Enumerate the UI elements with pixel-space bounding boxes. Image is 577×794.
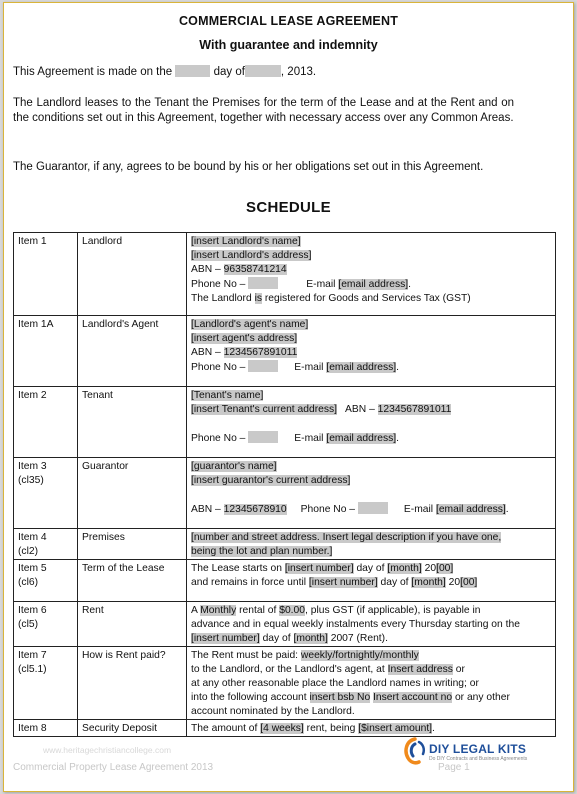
- table-row: [14, 602, 556, 647]
- schedule-table: [13, 232, 556, 737]
- logo-tagline: Do DIY Contracts and Business Agreements: [429, 756, 528, 762]
- item-label: Guarantor: [78, 458, 187, 529]
- item-number: Item 5 (cl6): [14, 560, 78, 602]
- account-number-field[interactable]: Insert account no: [373, 692, 453, 703]
- start-month-field[interactable]: [month]: [387, 563, 422, 574]
- item-label: Tenant: [78, 387, 187, 458]
- guarantor-address-field[interactable]: [insert guarantor's current address]: [191, 475, 351, 486]
- item-detail: [Landlord's agent's name] [insert agent's address] ABN – 1234567891011 Phone No – E-mail [email address].: [187, 316, 556, 387]
- date-day-blank[interactable]: [175, 65, 210, 77]
- tenant-name-field[interactable]: [Tenant's name]: [191, 390, 264, 401]
- landlord-phone-field[interactable]: [248, 277, 278, 289]
- guarantor-paragraph: The Guarantor, if any, agrees to be bound by his or her obligations set out in this Agreement.: [13, 161, 484, 173]
- guarantor-name-field[interactable]: [guarantor's name]: [191, 461, 277, 472]
- premises-field[interactable]: [number and street address. Insert legal description if you have one,: [191, 532, 502, 543]
- end-year-field[interactable]: [00]: [460, 577, 478, 588]
- item-label: Term of the Lease: [78, 560, 187, 602]
- item-number: Item 8: [14, 720, 78, 737]
- landlord-name-field[interactable]: [insert Landlord's name]: [191, 236, 301, 247]
- rent-start-day-field[interactable]: [insert number]: [191, 633, 260, 644]
- agent-abn-field[interactable]: 1234567891011: [223, 347, 298, 358]
- end-day-field[interactable]: [insert number]: [308, 577, 378, 588]
- diy-legal-kits-logo: [402, 736, 562, 768]
- premises-field-cont[interactable]: being the lot and plan number.]: [191, 546, 333, 557]
- item-detail: A Monthly rental of $0.00, plus GST (if applicable), is payable in advance and in equal weekly instalments every Thursday starting on the [insert number] day of [month] 2007 (Rent).: [187, 602, 556, 647]
- intro-paragraph: This Agreement is made on the day of , 2013.: [13, 66, 317, 78]
- footer-page-number: Page 1: [438, 762, 470, 773]
- tenant-phone-field[interactable]: [248, 431, 278, 443]
- document-title: COMMERCIAL LEASE AGREEMENT: [178, 14, 399, 28]
- tenant-abn-field[interactable]: 1234567891011: [377, 404, 452, 415]
- item-number: Item 2: [14, 387, 78, 458]
- table-row: [14, 720, 556, 737]
- schedule-heading: SCHEDULE: [246, 199, 331, 216]
- item-number: Item 3 (cl35): [14, 458, 78, 529]
- gst-status-field[interactable]: is: [254, 293, 262, 304]
- agent-email-field[interactable]: [email address]: [326, 362, 397, 373]
- item-detail: The Lease starts on [insert number] day of [month] 20[00] and remains in force until [insert number] day of [month] 20[00]: [187, 560, 556, 602]
- table-row: [14, 387, 556, 458]
- guarantor-abn-field[interactable]: 12345678910: [223, 504, 287, 515]
- agent-name-field[interactable]: [Landlord's agent's name]: [191, 319, 309, 330]
- item-detail: [insert Landlord's name] [insert Landlord's address] ABN – 96358741214 Phone No – E-mail [email address]. The Landlord is registered for Goods and Services Tax (GST): [187, 233, 556, 316]
- rent-start-month-field[interactable]: [month]: [293, 633, 328, 644]
- footer-document-name: Commercial Property Lease Agreement 2013: [13, 762, 214, 773]
- item-number: Item 4 (cl2): [14, 529, 78, 560]
- start-year-field[interactable]: [00]: [436, 563, 454, 574]
- item-detail: [Tenant's name] [insert Tenant's current address] ABN – 1234567891011 Phone No – E-mail [email address].: [187, 387, 556, 458]
- item-number: Item 1: [14, 233, 78, 316]
- rent-frequency-field[interactable]: Monthly: [200, 605, 237, 616]
- item-number: Item 6 (cl5): [14, 602, 78, 647]
- payment-address-field[interactable]: Insert address: [387, 664, 453, 675]
- item-detail: The Rent must be paid: weekly/fortnightly/monthly to the Landlord, or the Landlord's agent, at Insert address or at any other reasonable place the Landlord names in writing; or into the following account insert bsb No Insert account no or any other account nominated by the Landlord.: [187, 647, 556, 720]
- item-label: Landlord: [78, 233, 187, 316]
- item-label: Rent: [78, 602, 187, 647]
- landlord-abn-field[interactable]: 96358741214: [223, 264, 287, 275]
- watermark: www.heritagechristiancollege.com: [43, 745, 172, 755]
- deposit-weeks-field[interactable]: [4 weeks]: [260, 723, 304, 734]
- date-month-blank[interactable]: [245, 65, 281, 77]
- item-label: Security Deposit: [78, 720, 187, 737]
- tenant-email-field[interactable]: [email address]: [326, 433, 397, 444]
- item-number: Item 1A: [14, 316, 78, 387]
- logo-text: DIY LEGAL KITS: [429, 742, 527, 756]
- guarantor-phone-field[interactable]: [358, 502, 388, 514]
- table-row: [14, 647, 556, 720]
- guarantor-email-field[interactable]: [email address]: [435, 504, 506, 515]
- item-detail: [187, 529, 556, 560]
- lease-paragraph: The Landlord leases to the Tenant the Premises for the term of the Lease and at the Rent and on the conditions set out in this Agreement, together with necessary access over any Common Areas.: [13, 97, 514, 124]
- table-row: [14, 529, 556, 560]
- item-label: Landlord's Agent: [78, 316, 187, 387]
- landlord-address-field[interactable]: [insert Landlord's address]: [191, 250, 312, 261]
- start-day-field[interactable]: [insert number]: [284, 563, 354, 574]
- item-label: How is Rent paid?: [78, 647, 187, 720]
- item-detail: [guarantor's name] [insert guarantor's current address] ABN – 12345678910 Phone No – E-mail [email address].: [187, 458, 556, 529]
- bsb-field[interactable]: insert bsb No: [309, 692, 371, 703]
- agent-address-field[interactable]: [insert agent's address]: [191, 333, 298, 344]
- table-row: [14, 233, 556, 316]
- document-page: [3, 2, 574, 792]
- item-label: Premises: [78, 529, 187, 560]
- tenant-address-field[interactable]: [insert Tenant's current address]: [191, 404, 338, 415]
- logo-swirl-icon: [402, 736, 428, 766]
- document-subtitle: With guarantee and indemnity: [199, 38, 378, 52]
- table-row: [14, 560, 556, 602]
- landlord-email-field[interactable]: [email address]: [338, 279, 409, 290]
- item-detail: The amount of [4 weeks] rent, being [$insert amount].: [187, 720, 556, 737]
- table-row: [14, 316, 556, 387]
- deposit-amount-field[interactable]: [$insert amount]: [358, 723, 433, 734]
- payment-frequency-field[interactable]: weekly/fortnightly/monthly: [300, 650, 419, 661]
- end-month-field[interactable]: [month]: [411, 577, 446, 588]
- table-row: [14, 458, 556, 529]
- item-number: Item 7 (cl5.1): [14, 647, 78, 720]
- rent-amount-field[interactable]: $0.00: [279, 605, 305, 616]
- agent-phone-field[interactable]: [248, 360, 278, 372]
